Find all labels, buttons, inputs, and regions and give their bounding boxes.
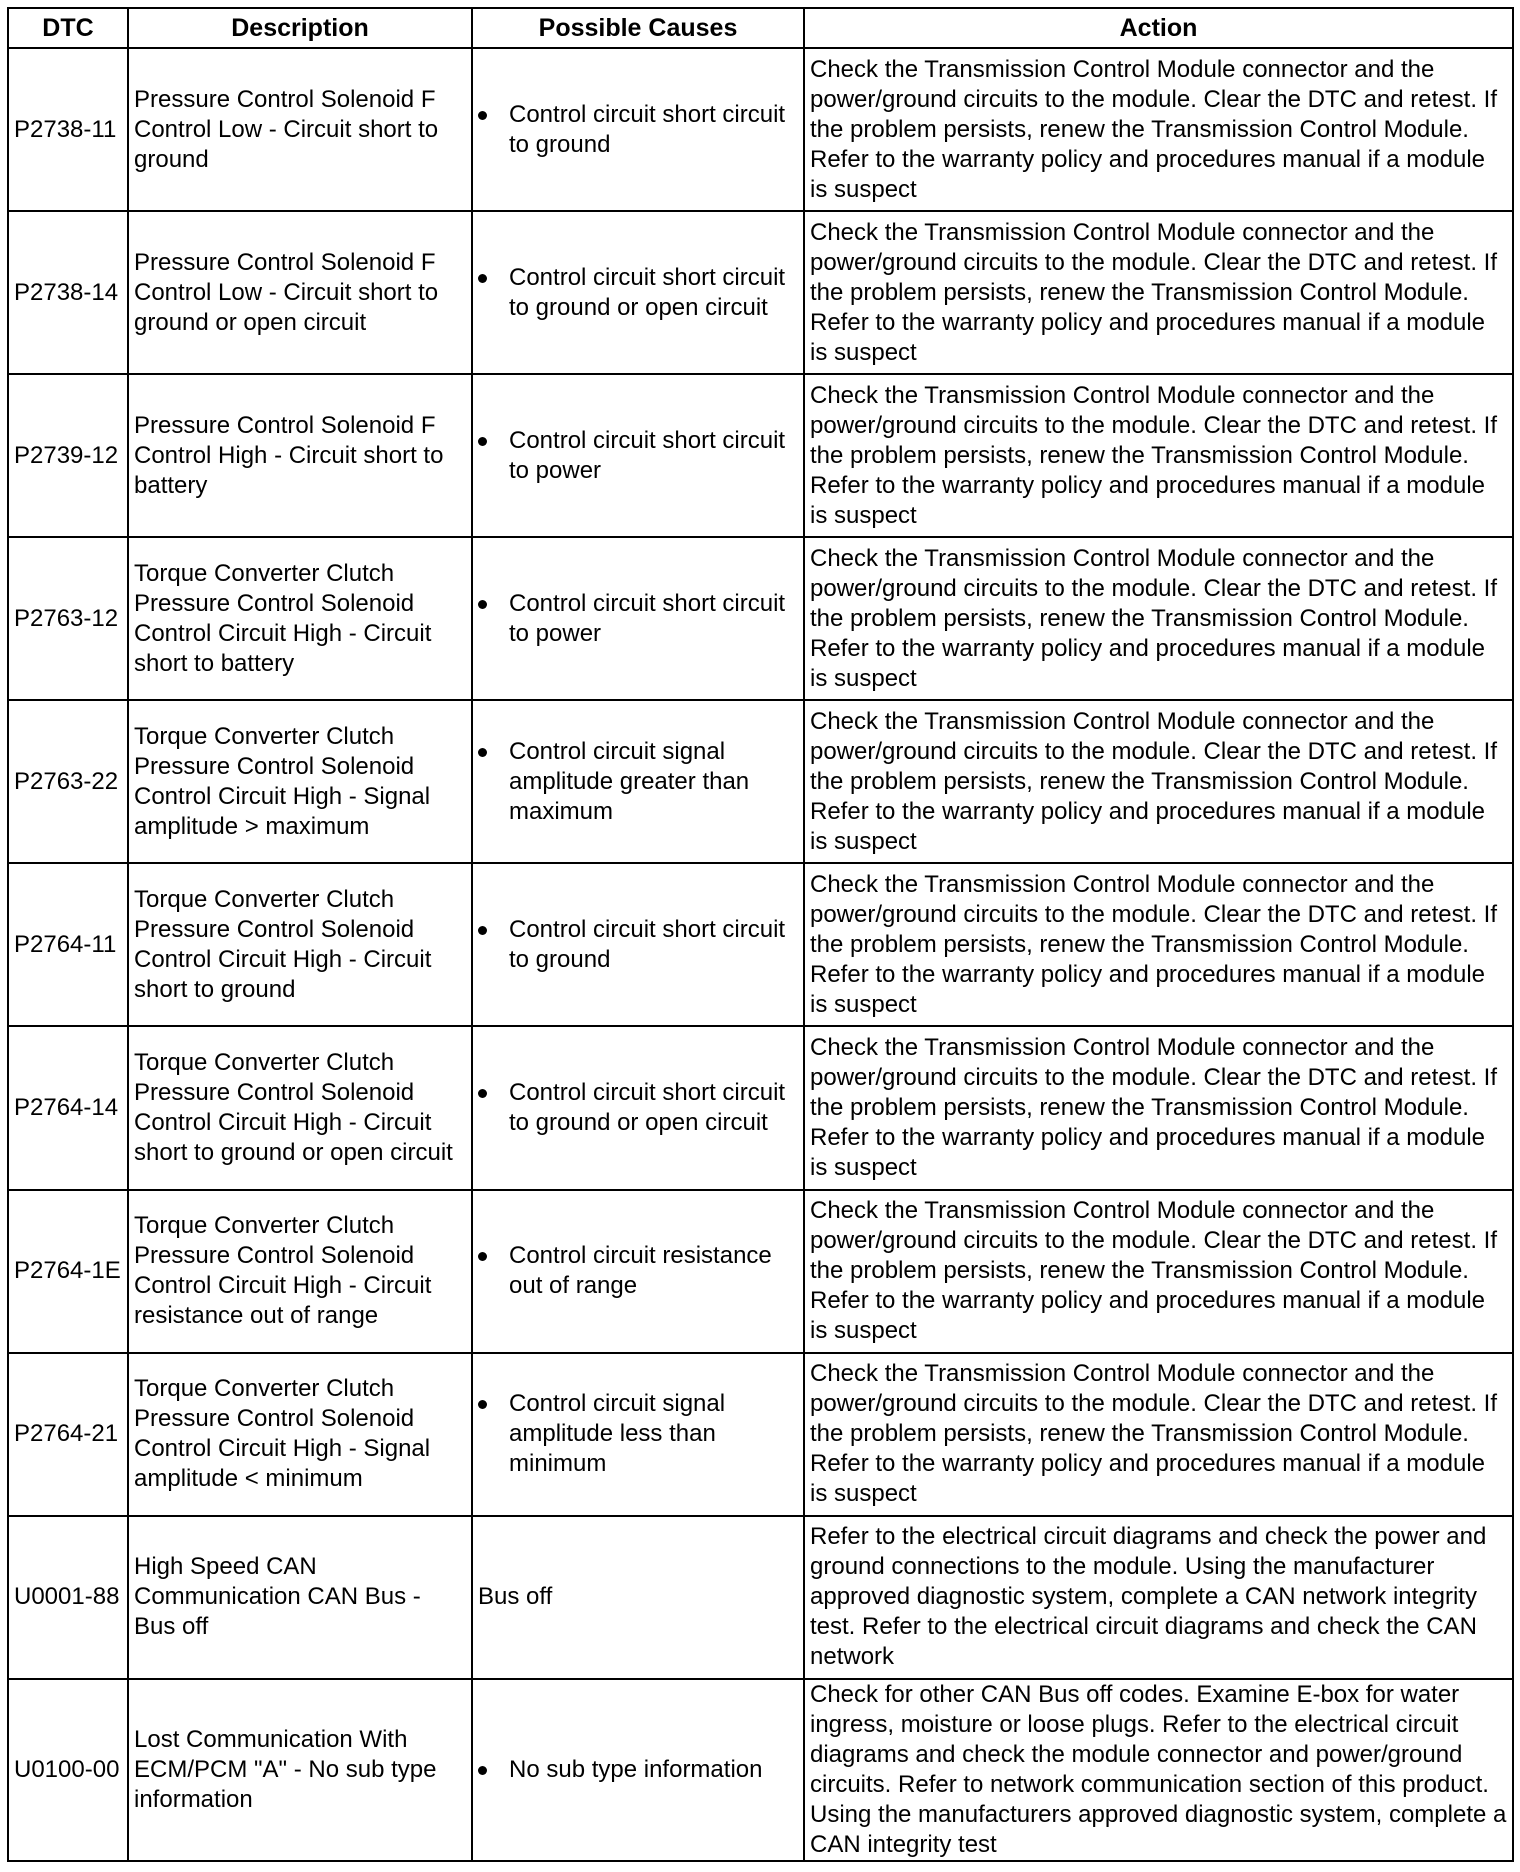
table-row	[8, 537, 1513, 700]
possible-cause	[472, 1026, 804, 1189]
dtc-code: P2738-11	[8, 48, 128, 211]
dtc-description: Torque Converter Clutch Pressure Control Solenoid Control Circuit High - Circuit short to ground	[128, 863, 472, 1026]
action-text: Check the Transmission Control Module connector and the power/ground circuits to the module. Clear the DTC and retest. If the problem persists, renew the Transmission Control Module. Refer to the warranty policy and procedures manual if a module is suspect	[804, 537, 1513, 700]
header-description: Description	[128, 8, 472, 48]
possible-cause	[472, 1679, 804, 1861]
dtc-code: P2763-22	[8, 700, 128, 863]
bullet-icon	[478, 748, 487, 757]
table-row	[8, 374, 1513, 537]
action-text: Check the Transmission Control Module connector and the power/ground circuits to the module. Clear the DTC and retest. If the problem persists, renew the Transmission Control Module. Refer to the warranty policy and procedures manual if a module is suspect	[804, 374, 1513, 537]
dtc-description: High Speed CAN Communication CAN Bus - Bus off	[128, 1516, 472, 1679]
table-row	[8, 700, 1513, 863]
cause-text: Control circuit signal amplitude greater than maximum	[509, 737, 750, 825]
dtc-code: U0001-88	[8, 1516, 128, 1679]
dtc-description: Pressure Control Solenoid F Control Low - Circuit short to ground or open circuit	[128, 211, 472, 374]
action-text: Refer to the electrical circuit diagrams and check the power and ground connections to the module. Using the manufacturer approved diagnostic system, complete a CAN network integrity test. Refer to the electrical circuit diagrams and check the CAN network	[804, 1516, 1513, 1679]
cause-text: Control circuit short circuit to ground or open circuit	[509, 1079, 786, 1136]
bullet-icon	[478, 600, 487, 609]
dtc-code: P2764-21	[8, 1353, 128, 1516]
cause-text: Control circuit resistance out of range	[509, 1242, 772, 1300]
header-row	[8, 8, 1513, 48]
action-text: Check the Transmission Control Module connector and the power/ground circuits to the module. Clear the DTC and retest. If the problem persists, renew the Transmission Control Module. Refer to the warranty policy and procedures manual if a module is suspect	[804, 1353, 1513, 1516]
table-row	[8, 1026, 1513, 1189]
dtc-code: P2763-12	[8, 537, 128, 700]
dtc-description: Pressure Control Solenoid F Control High - Circuit short to battery	[128, 374, 472, 537]
cause-text: Control circuit short circuit to power	[509, 589, 786, 647]
table-row	[8, 863, 1513, 1026]
possible-cause	[472, 1190, 804, 1353]
action-text: Check the Transmission Control Module connector and the power/ground circuits to the module. Clear the DTC and retest. If the problem persists, renew the Transmission Control Module. Refer to the warranty policy and procedures manual if a module is suspect	[804, 1190, 1513, 1353]
dtc-description: Torque Converter Clutch Pressure Control Solenoid Control Circuit High - Signal amplitude < minimum	[128, 1353, 472, 1516]
possible-cause	[472, 863, 804, 1026]
dtc-table	[7, 7, 1514, 1862]
bullet-icon	[478, 1089, 487, 1098]
table-row	[8, 1353, 1513, 1516]
cause-text: Control circuit signal amplitude less than minimum	[509, 1390, 726, 1478]
bullet-icon	[478, 1766, 487, 1775]
cause-text: Control circuit short circuit to ground or open circuit	[509, 263, 786, 321]
dtc-code: P2739-12	[8, 374, 128, 537]
table-row	[8, 211, 1513, 374]
dtc-code: U0100-00	[8, 1679, 128, 1861]
bullet-icon	[478, 1252, 487, 1261]
bullet-icon	[478, 111, 487, 120]
bullet-icon	[478, 926, 487, 935]
dtc-description: Lost Communication With ECM/PCM "A" - No sub type information	[128, 1679, 472, 1861]
action-text: Check for other CAN Bus off codes. Examine E-box for water ingress, moisture or loose plugs. Refer to the electrical circuit diagrams and check the module connector and power/ground circuits. Refer to network communication section of this product. Using the manufacturers approved diagnostic system, complete a CAN integrity test	[804, 1679, 1513, 1861]
action-text: Check the Transmission Control Module connector and the power/ground circuits to the module. Clear the DTC and retest. If the problem persists, renew the Transmission Control Module. Refer to the warranty policy and procedures manual if a module is suspect	[804, 700, 1513, 863]
dtc-code: P2738-14	[8, 211, 128, 374]
bullet-icon	[478, 274, 487, 283]
dtc-description: Torque Converter Clutch Pressure Control Solenoid Control Circuit High - Circuit resistance out of range	[128, 1190, 472, 1353]
table-row	[8, 1516, 1513, 1679]
cause-text: No sub type information	[509, 1755, 763, 1783]
header-dtc: DTC	[8, 8, 128, 48]
dtc-description: Torque Converter Clutch Pressure Control Solenoid Control Circuit High - Circuit short to ground or open circuit	[128, 1026, 472, 1189]
possible-cause	[472, 374, 804, 537]
possible-cause	[472, 700, 804, 863]
action-text: Check the Transmission Control Module connector and the power/ground circuits to the module. Clear the DTC and retest. If the problem persists, renew the Transmission Control Module. Refer to the warranty policy and procedures manual if a module is suspect	[804, 1026, 1513, 1189]
action-text: Check the Transmission Control Module connector and the power/ground circuits to the module. Clear the DTC and retest. If the problem persists, renew the Transmission Control Module. Refer to the warranty policy and procedures manual if a module is suspect	[804, 48, 1513, 211]
dtc-description: Torque Converter Clutch Pressure Control Solenoid Control Circuit High - Signal amplitude > maximum	[128, 700, 472, 863]
possible-cause	[472, 1353, 804, 1516]
possible-cause	[472, 211, 804, 374]
table-row	[8, 1190, 1513, 1353]
cause-text: Control circuit short circuit to ground	[509, 100, 786, 158]
dtc-code: P2764-1E	[8, 1190, 128, 1353]
possible-cause: Bus off	[472, 1516, 804, 1679]
possible-cause	[472, 537, 804, 700]
possible-cause	[472, 48, 804, 211]
dtc-description: Torque Converter Clutch Pressure Control Solenoid Control Circuit High - Circuit short to battery	[128, 537, 472, 700]
action-text: Check the Transmission Control Module connector and the power/ground circuits to the module. Clear the DTC and retest. If the problem persists, renew the Transmission Control Module. Refer to the warranty policy and procedures manual if a module is suspect	[804, 211, 1513, 374]
header-action: Action	[804, 8, 1513, 48]
bullet-icon	[478, 437, 487, 446]
bullet-icon	[478, 1400, 487, 1409]
table-row	[8, 1679, 1513, 1861]
dtc-code: P2764-14	[8, 1026, 128, 1189]
dtc-description: Pressure Control Solenoid F Control Low - Circuit short to ground	[128, 48, 472, 211]
cause-text: Control circuit short circuit to ground	[509, 915, 786, 973]
action-text: Check the Transmission Control Module connector and the power/ground circuits to the module. Clear the DTC and retest. If the problem persists, renew the Transmission Control Module. Refer to the warranty policy and procedures manual if a module is suspect	[804, 863, 1513, 1026]
header-possible-causes: Possible Causes	[472, 8, 804, 48]
cause-text: Control circuit short circuit to power	[509, 426, 786, 484]
dtc-code: P2764-11	[8, 863, 128, 1026]
table-row	[8, 48, 1513, 211]
